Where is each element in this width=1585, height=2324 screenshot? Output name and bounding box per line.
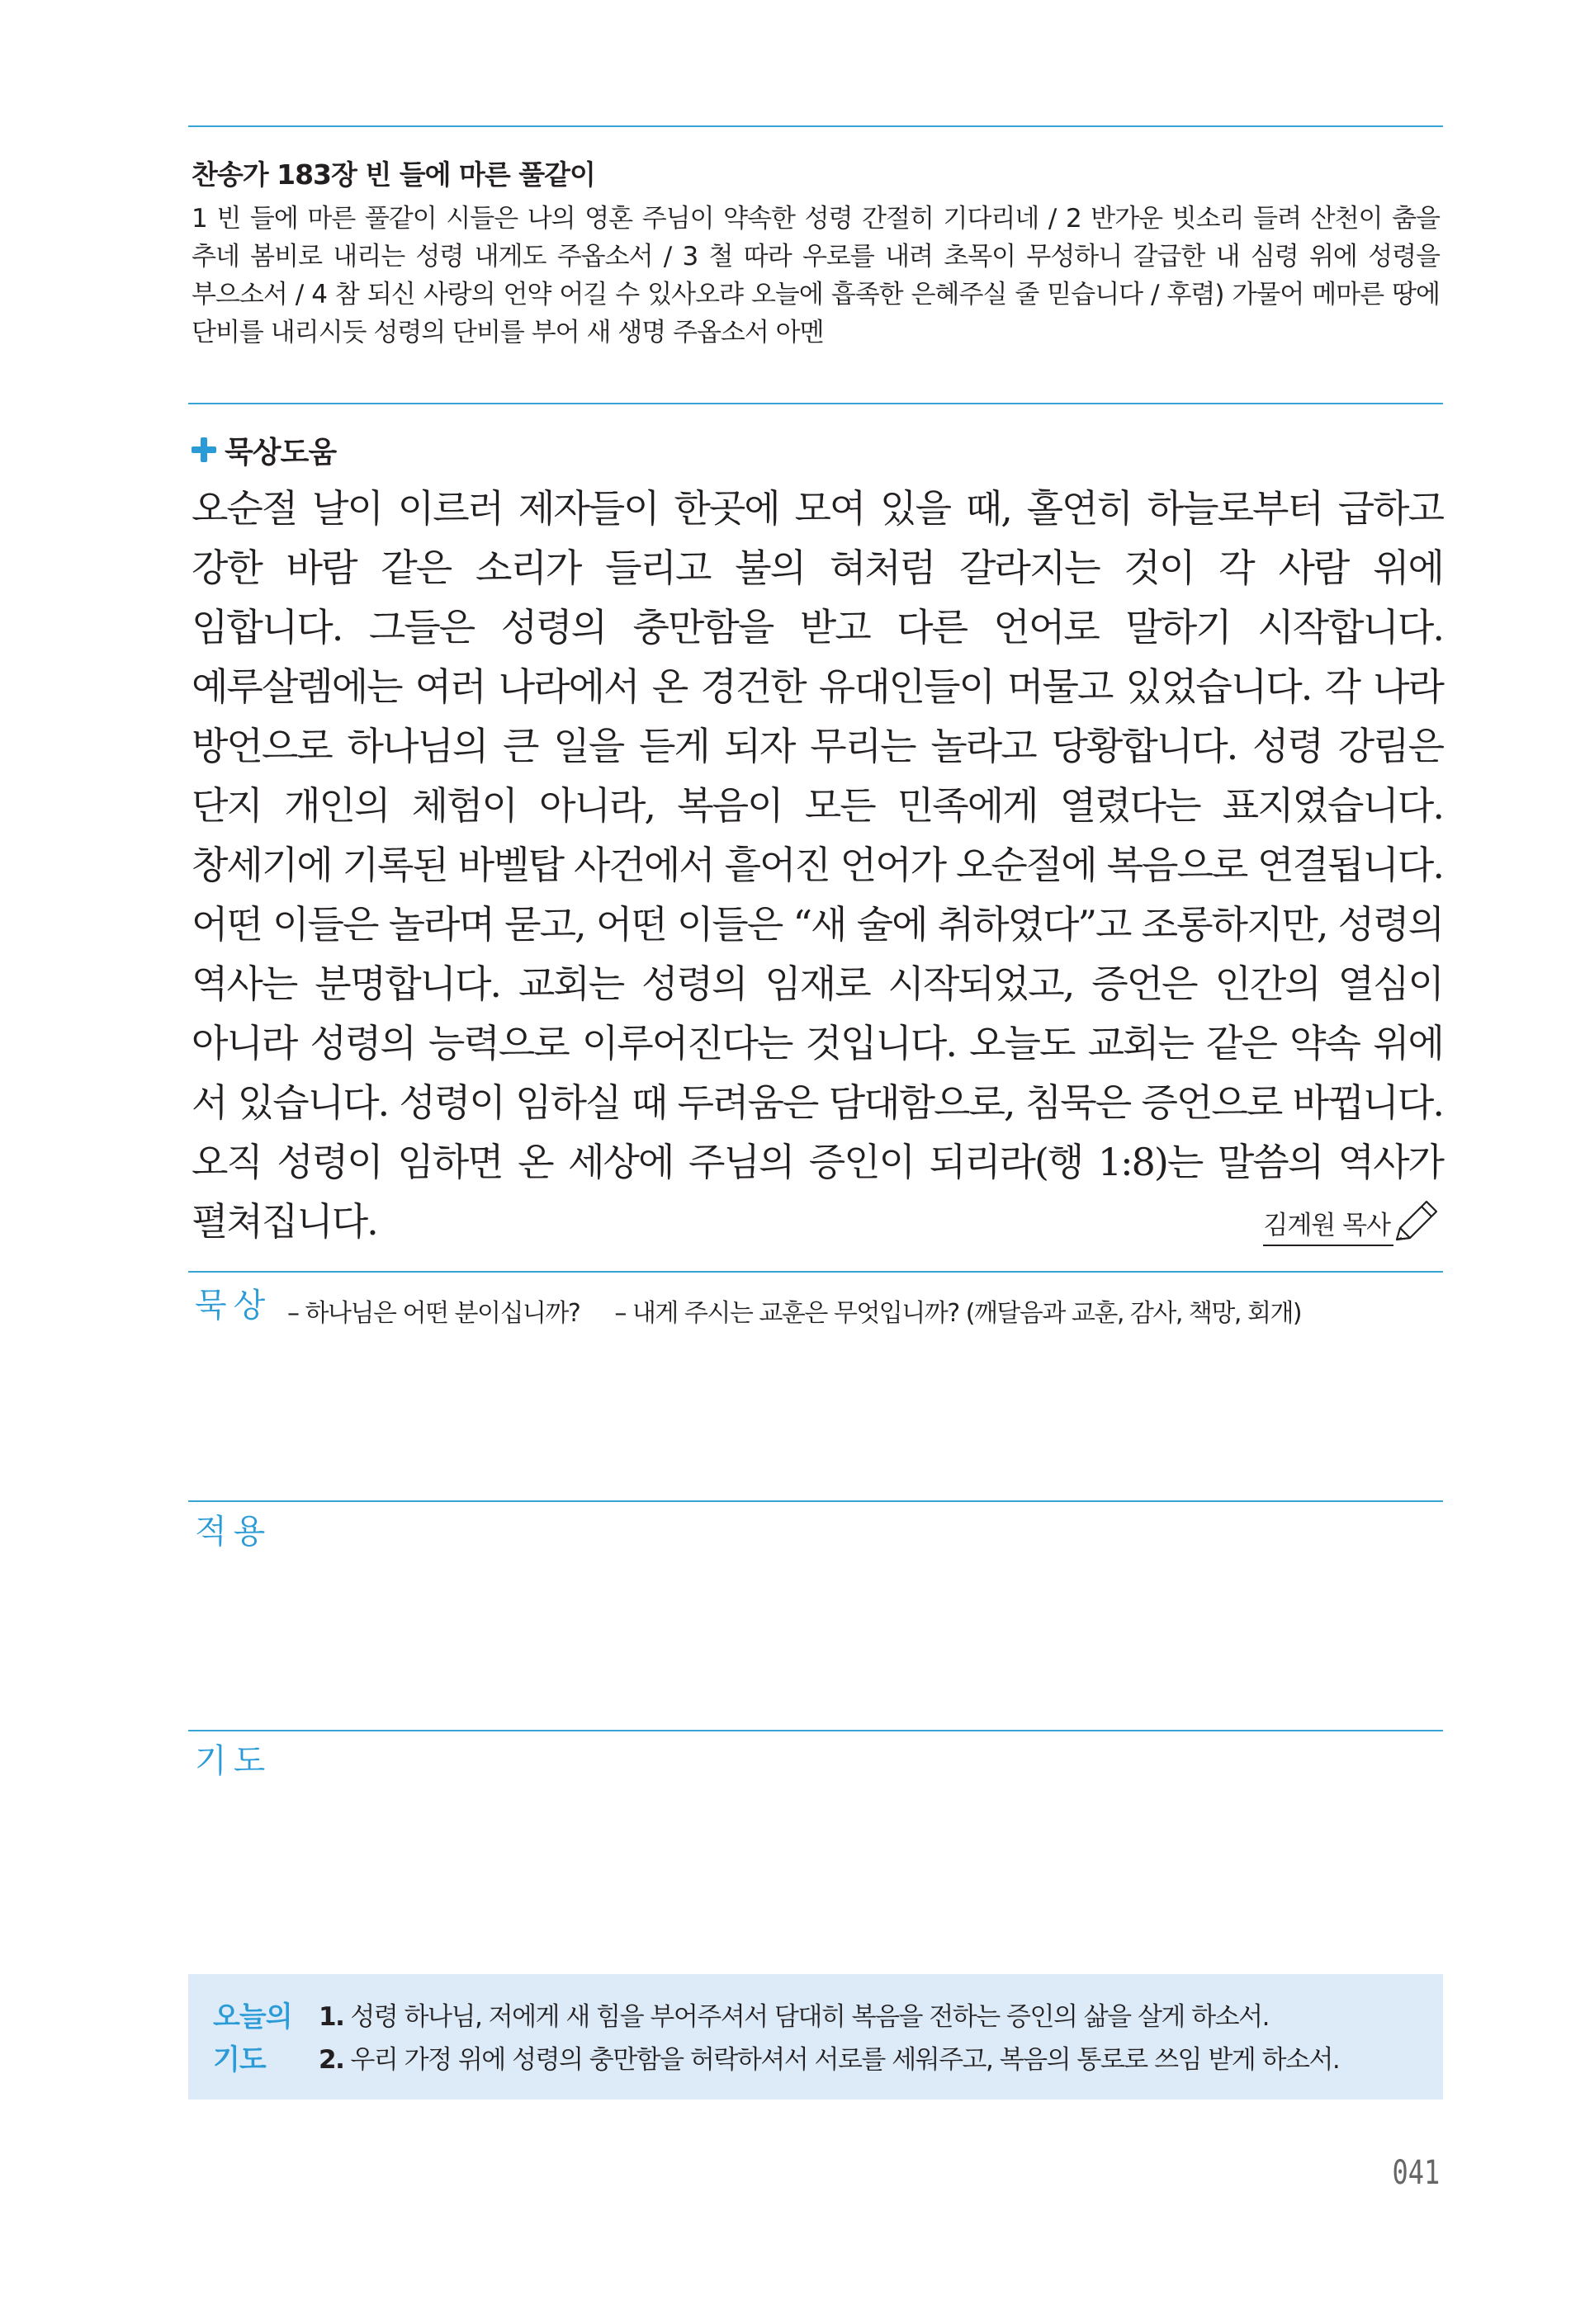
muksang-prompt-2: – 내게 주시는 교훈은 무엇입니까? (깨달음과 교훈, 감사, 책망, 회개) (614, 1299, 1302, 1328)
muksang-divider (188, 1271, 1443, 1273)
muksang-prompts (287, 1292, 1301, 1329)
hymn-divider (188, 403, 1443, 404)
meditation-help-title: 묵상도움 (225, 435, 337, 470)
author-name: 김계원 목사 (1263, 1204, 1393, 1246)
top-divider (188, 125, 1443, 127)
pencil-icon (1389, 1197, 1443, 1246)
today-prayer-box (188, 1974, 1443, 2100)
apply-label: 적용 (195, 1513, 272, 1551)
list-item: 2. 우리 가정 위에 성령의 충만함을 허락하셔서 서로를 세워주고, 복음의 통로로 쓰임 받게 하소서. (319, 2045, 1340, 2075)
plus-icon (192, 437, 216, 462)
meditation-body: 오순절 날이 이르러 제자들이 한곳에 모여 있을 때, 홀연히 하늘로부터 급하고 강한 바람 같은 소리가 들리고 불의 혀처럼 갈라지는 것이 각 사람 위에 임합니다. 그들은 성령의 충만함을 받고 다른 언어로 말하기 시작합니다. 예루살렘에는 여러 나라에서 온 경건한 유대인들이 머물고 있었습니다. 각 나라 방언으로 하나님의 큰 일을 듣게 되자 무리는 놀라고 당황합니다. 성령 강림은 단지 개인의 체험이 아니라, 복음이 모든 민족에게 열렸다는 표지였습니다. 창세기에 기록된 바벨탑 사건에서 흩어진 언어가 오순절에 복음으로 연결됩니다. 어떤 이들은 놀라며 묻고, 어떤 이들은 “새 술에 취하였다”고 조롱하지만, 성령의 역사는 분명합니다. 교회는 성령의 임재로 시작되었고, 증언은 인간의 열심이 아니라 성령의 능력으로 이루어진다는 것입니다. 오늘도 교회는 같은 약속 위에 서 있습니다. 성령이 임하실 때 두려움은 담대함으로, 침묵은 증언으로 바뀝니다. 오직 성령이 임하면 온 세상에 주님의 증인이 되리라(행 1:8)는 말씀의 역사가 펼쳐집니다. (192, 486, 1443, 1244)
list-item: 1. 성령 하나님, 저에게 새 힘을 부어주셔서 담대히 복음을 전하는 증인의 삶을 살게 하소서. (319, 2002, 1269, 2032)
hymn-block (192, 157, 1440, 352)
page-number: 041 (1392, 2154, 1440, 2192)
apply-divider (188, 1500, 1443, 1502)
prayer-label: 기도 (195, 1742, 272, 1780)
today-prayer-label: 오늘의 기도 (213, 2000, 292, 2076)
muksang-label: 묵상 (195, 1287, 272, 1325)
hymn-title: 찬송가 183장 빈 들에 마른 풀같이 (192, 158, 595, 191)
muksang-prompt-1: – 하나님은 어떤 분이십니까? (287, 1299, 580, 1328)
prayer-divider (188, 1730, 1443, 1731)
author-signature (1263, 1197, 1443, 1246)
today-prayer-list (319, 1996, 1339, 2081)
hymn-lyrics: 1 빈 들에 마른 풀같이 시들은 나의 영혼 주님이 약속한 성령 간절히 기다리네 / 2 반가운 빗소리 들려 산천이 춤을 추네 봄비로 내리는 성령 내게도 주옵소서 / 3 철 따라 우로를 내려 초목이 무성하니 갈급한 내 심령 위에 성령을 부으소서 / 4 참 되신 사랑의 언약 어길 수 있사오랴 오늘에 흡족한 은혜주실 줄 믿습니다 / 후렴) 가물어 메마른 땅에 단비를 내리시듯 성령의 단비를 부어 새 생명 주옵소서 아멘 (192, 204, 1440, 347)
meditation-help-heading (192, 425, 336, 475)
